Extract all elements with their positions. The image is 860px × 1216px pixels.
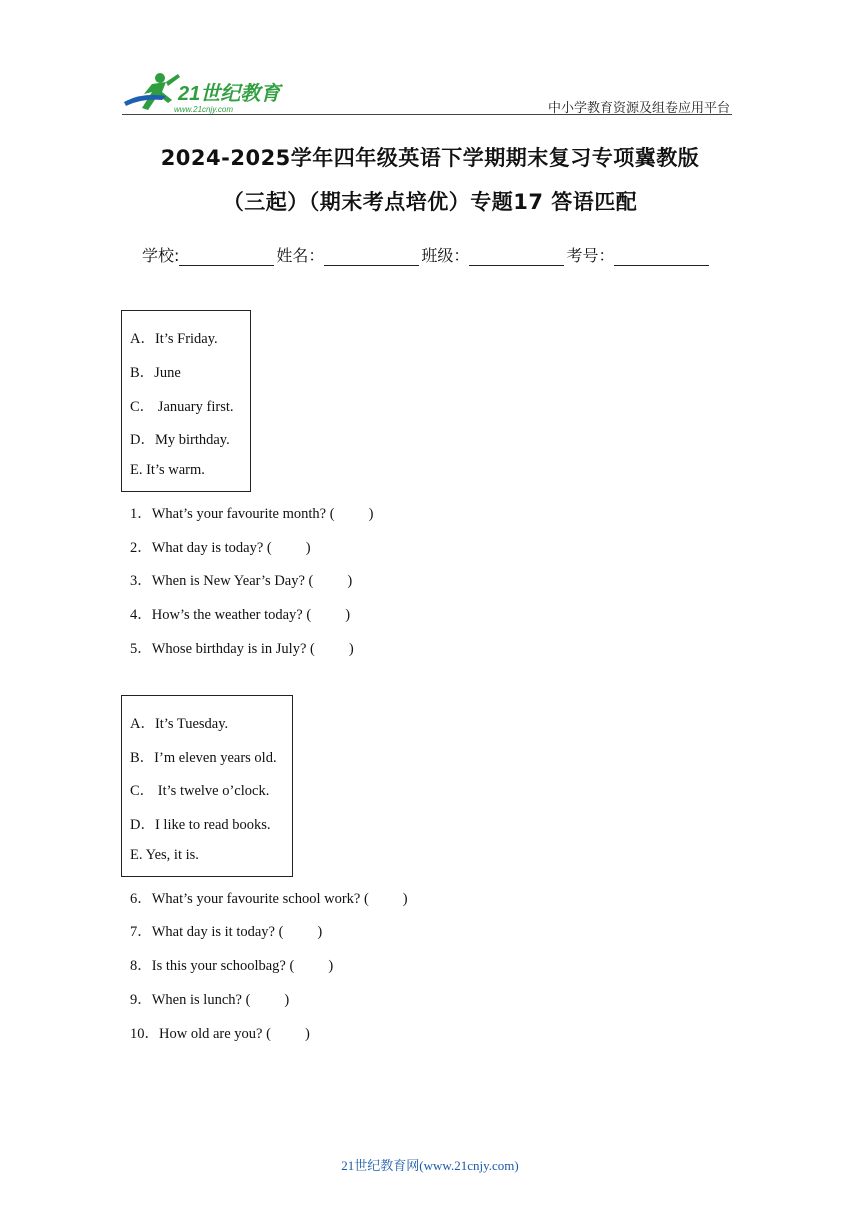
options-box-2 [121,695,293,877]
option-d: D．My birthday. [130,432,230,448]
question-6 [130,887,408,908]
question-text: 8．Is this your schoolbag? ( [130,958,295,974]
student-info-row [142,243,711,266]
logo-url: www.21cnjy.com [174,105,233,114]
question-9 [130,988,289,1009]
question-text: 9．When is lunch? ( [130,992,251,1008]
close-paren: ) [368,506,374,522]
option-b: B．I’m eleven years old. [130,750,277,766]
question-text: 2．What day is today? ( [130,540,272,556]
number-label: 考号： [566,246,615,265]
close-paren: ) [328,958,334,974]
logo-text: 21世纪教育 [178,83,281,105]
page-subtitle: （三起）（期末考点培优）专题17 答语匹配 [222,190,638,214]
question-5 [130,637,354,658]
option-a: A．It’s Tuesday. [130,716,229,732]
header-divider [122,114,732,115]
close-paren: ) [348,641,354,657]
class-label: 班级： [421,246,470,265]
platform-text: 中小学教育资源及组卷应用平台 [548,101,731,116]
question-text: 3．When is New Year’s Day? ( [130,573,314,589]
question-3 [130,569,352,590]
question-text: 6．What’s your favourite school work? ( [130,891,369,907]
question-text: 1．What’s your favourite month? ( [130,506,335,522]
question-text: 5．Whose birthday is in July? ( [130,641,315,657]
question-text: 10．How old are you? ( [130,1026,271,1042]
close-paren: ) [402,891,408,907]
option-a: A．It’s Friday. [130,331,218,347]
option-e: E. Yes, it is. [130,847,199,863]
question-4 [130,603,350,624]
option-c: C． January first. [130,399,234,415]
footer-link[interactable]: 21世纪教育网(www.21cnjy.com) [341,1158,519,1173]
class-field[interactable] [469,247,564,266]
question-1 [130,502,373,523]
question-text: 7．What day is it today? ( [130,924,284,940]
close-paren: ) [284,992,290,1008]
options-box-1 [121,310,251,492]
option-e: E. It’s warm. [130,462,205,478]
close-paren: ) [317,924,323,940]
school-field[interactable] [179,247,274,266]
close-paren: ) [345,607,351,623]
runner-icon [124,73,180,110]
question-7 [130,920,322,941]
page-title: 2024-2025学年四年级英语下学期期末复习专项冀教版 [160,146,700,170]
name-field[interactable] [324,247,419,266]
option-c: C． It’s twelve o’clock. [130,783,270,799]
question-10 [130,1022,310,1043]
question-2 [130,536,311,557]
close-paren: ) [304,1026,310,1042]
school-label: 学校: [142,246,180,265]
close-paren: ) [347,573,353,589]
option-d: D．I like to read books. [130,817,271,833]
site-logo [122,70,292,116]
number-field[interactable] [614,247,709,266]
name-label: 姓名： [276,246,325,265]
question-8 [130,954,333,975]
question-text: 4．How’s the weather today? ( [130,607,312,623]
close-paren: ) [305,540,311,556]
option-b: B．June [130,365,181,381]
